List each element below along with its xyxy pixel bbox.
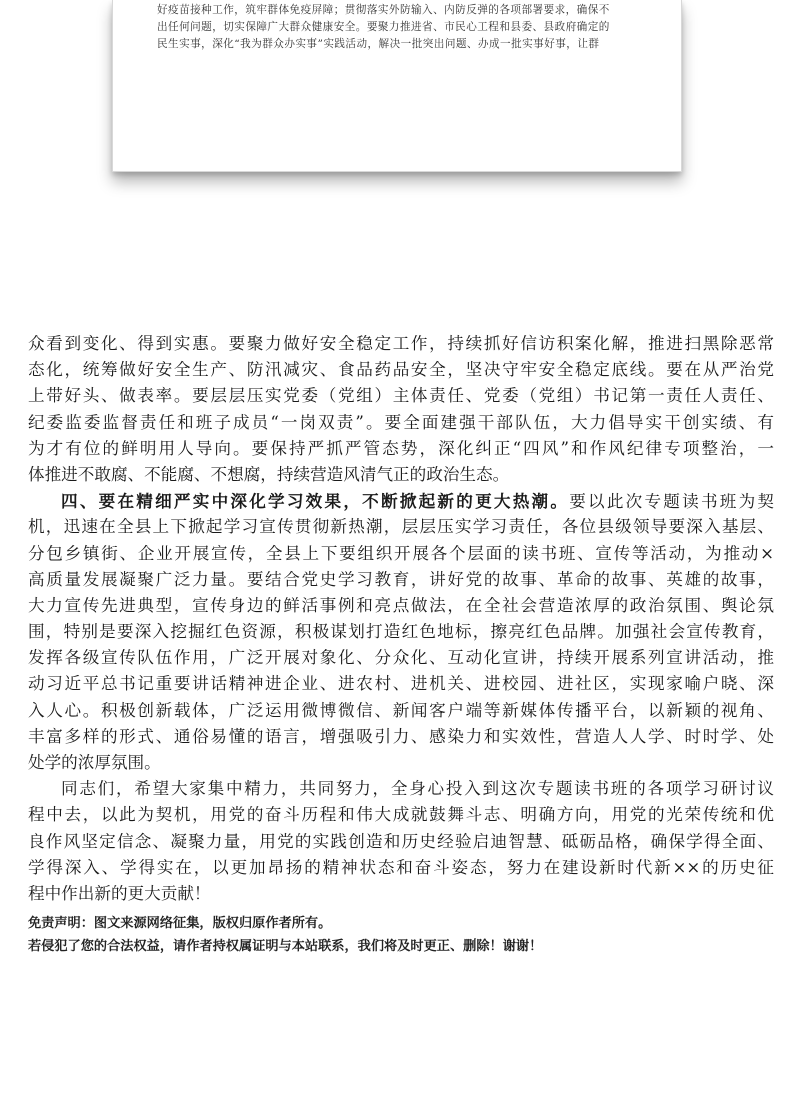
body-line: 高质量发展凝聚广泛力量。要结合党史学习教育，讲好党的故事、革命的故事、英雄的故事， xyxy=(28,569,774,589)
preview-line: 民生实事，深化“我为群众办实事”实践活动，解决一批突出问题、办成一批实事好事，让群 xyxy=(157,38,600,50)
section-four-first-line xyxy=(28,488,774,514)
document-preview-card xyxy=(112,0,682,172)
body-text: 要以此次专题读书班为契 xyxy=(569,492,774,512)
preview-line: 出任何问题，切实保障广大群众健康安全。要聚力推进省、市民心工程和县委、县政府确定的 xyxy=(157,21,610,33)
disclaimer-line: 免责声明：图文来源网络征集，版权归原作者所有。 xyxy=(28,916,332,931)
body-line: 程中去，以此为契机，用党的奋斗历程和伟大成就鼓舞斗志、明确方向，用党的光荣传统和优 xyxy=(28,805,774,825)
body-line: 大力宣传先进典型，宣传身边的鲜活事例和亮点做法，在全社会营造浓厚的政治氛围、舆论氛 xyxy=(28,595,774,615)
body-line: 动习近平总书记重要讲话精神进企业、进农村、进机关、进校园、进社区，实现家喻户晓、深 xyxy=(28,674,774,694)
body-line: 学得深入、学得实在，以更加昂扬的精神状态和奋斗姿态，努力在建设新时代新××的历史征 xyxy=(28,857,774,877)
body-line: 围，特别是要深入挖掘红色资源，积极谋划打造红色地标，擦亮红色品牌。加强社会宣传教育， xyxy=(28,622,774,642)
body-line: 发挥各级宣传队伍作用，广泛开展对象化、分众化、互动化宣讲，持续开展系列宣讲活动，推 xyxy=(28,648,774,668)
body-line: 程中作出新的更大贡献！ xyxy=(28,883,211,903)
body-line: 态化，统筹做好安全生产、防汛减灾、食品药品安全，坚决守牢安全稳定底线。要在从严治党 xyxy=(28,360,774,380)
body-line: 众看到变化、得到实惠。要聚力做好安全稳定工作，持续抓好信访积案化解，推进扫黑除恶常 xyxy=(28,334,774,353)
disclaimer-line: 若侵犯了您的合法权益，请作者持权属证明与本站联系，我们将及时更正、删除！谢谢！ xyxy=(28,939,543,954)
disclaimer xyxy=(28,912,774,958)
body-line: 体推进不敢腐、不能腐、不想腐，持续营造风清气正的政治生态。 xyxy=(28,464,510,484)
section-heading: 四、要在精细严实中深化学习效果，不断掀起新的更大热潮。 xyxy=(61,491,570,512)
body-line: 分包乡镇街、企业开展宣传，全县上下要组织开展各个层面的读书班、宣传等活动，为推动× xyxy=(28,543,774,563)
body-line: 为才有位的鲜明用人导向。要保持严抓严管态势，深化纠正“四风”和作风纪律专项整治，一 xyxy=(28,438,774,458)
document-body xyxy=(28,331,774,907)
body-line: 处学的浓厚氛围。 xyxy=(28,753,161,772)
body-line: 良作风坚定信念、凝聚力量，用党的实践创造和历史经验启迪智慧、砥砺品格，确保学得全面、 xyxy=(28,831,774,851)
body-line: 纪委监委监督责任和班子成员“一岗双责”。要全面建强干部队伍，大力倡导实干创实绩、有 xyxy=(28,412,774,432)
preview-line: 好疫苗接种工作，筑牢群体免疫屏障；贯彻落实外防输入、内防反弹的各项部署要求，确保不 xyxy=(157,4,610,16)
body-line: 丰富多样的形式、通俗易懂的语言，增强吸引力、感染力和实效性，营造人人学、时时学、处 xyxy=(28,726,774,746)
body-line: 入人心。积极创新载体，广泛运用微博微信、新闻客户端等新媒体传播平台，以新颖的视角、 xyxy=(28,700,774,720)
body-line: 机，迅速在全县上下掀起学习宣传贯彻新热潮，层层压实学习责任，各位县级领导要深入基层、 xyxy=(28,517,774,537)
body-line: 同志们，希望大家集中精力，共同努力，全身心投入到这次专题读书班的各项学习研讨议 xyxy=(61,779,774,799)
body-line: 上带好头、做表率。要层层压实党委（党组）主体责任、党委（党组）书记第一责任人责任、 xyxy=(28,386,774,406)
